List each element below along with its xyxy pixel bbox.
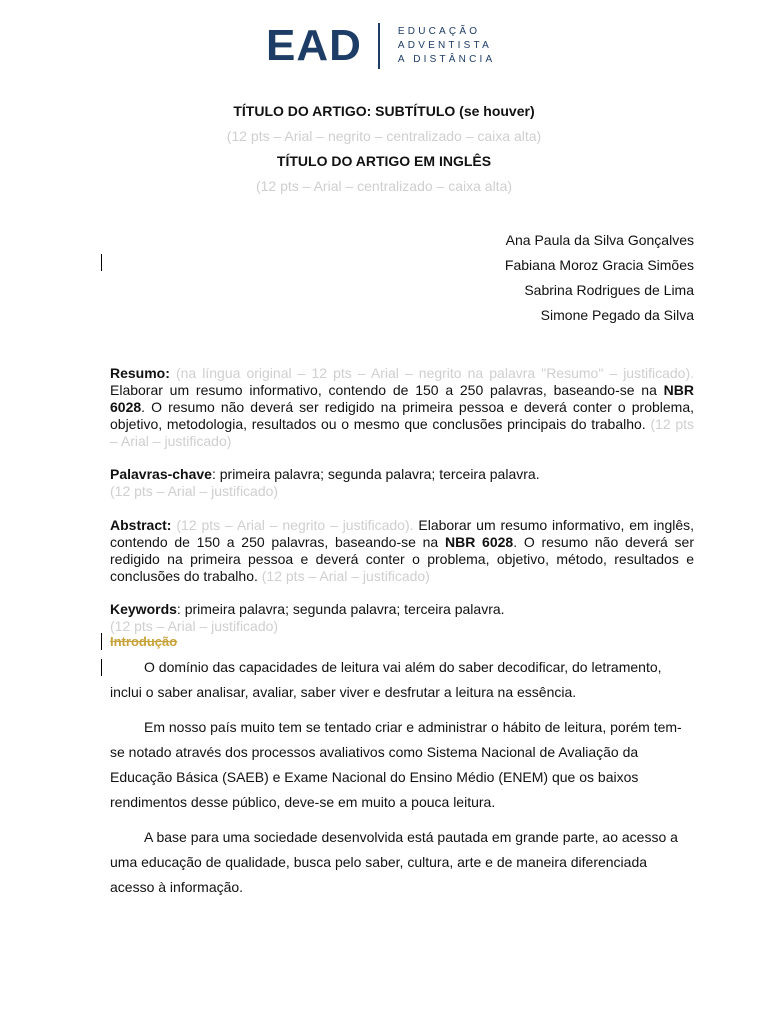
keywords-text: : primeira palavra; segunda palavra; terceira palavra. xyxy=(176,601,505,617)
keywords-hint: (12 pts – Arial – justificado) xyxy=(110,618,279,634)
abstract-hint: (12 pts – Arial – negrito – justificado). xyxy=(176,517,414,533)
palavras-chave-hint: (12 pts – Arial – justificado) xyxy=(110,483,279,499)
resumo-norm: NBR 6028 xyxy=(110,382,694,415)
abstract-text-2: . O resumo não deverá ser redigido na primeira pessoa e deverá conter o problema, objetivo, método, resultados e conclusões do trabalho. xyxy=(110,534,694,584)
text-cursor xyxy=(101,254,102,271)
resumo-hint-2: (12 pts – Arial – justificado) xyxy=(110,416,694,449)
introducao-heading[interactable]: Introdução xyxy=(110,634,178,649)
abstract-text-1: Elaborar um resumo informativo, em inglês, contendo de 150 a 250 palavras, baseando-se na xyxy=(110,517,695,550)
body-paragraph: Em nosso país muito tem se tentado criar e administrar o hábito de leitura, porém tem-se notado através dos processos avaliativos como Sistema Nacional de Avaliação da Educação Básica (SAEB) e Exame Nacional do Ensino Médio (ENEM) que os baixos rendimentos desse público, deve-se em muito a pouca leitura. xyxy=(110,719,682,810)
resumo-paragraph[interactable] xyxy=(110,365,694,450)
resumo-hint: (na língua original – 12 pts – Arial – negrito na palavra "Resumo" – justificado). xyxy=(175,365,695,381)
author-name[interactable]: Sabrina Rodrigues de Lima xyxy=(524,282,694,298)
logo-mark: EAD xyxy=(266,21,362,70)
keywords-label: Keywords xyxy=(110,601,177,617)
logo-line-3: A DISTÂNCIA xyxy=(397,54,496,65)
keywords-paragraph[interactable] xyxy=(110,601,694,635)
introducao-body[interactable] xyxy=(110,655,694,900)
resumo-text-2: . O resumo não deverá ser redigido na primeira pessoa e deverá conter o problema, objetivo, metodologia, resultados ou o mesmo que conclusões principais do trabalho. xyxy=(110,399,694,432)
palavras-chave-paragraph[interactable] xyxy=(110,466,694,500)
article-title[interactable]: TÍTULO DO ARTIGO: SUBTÍTULO (se houver) xyxy=(233,103,535,119)
author-name[interactable]: Fabiana Moroz Gracia Simões xyxy=(504,257,694,273)
logo-divider xyxy=(378,23,380,69)
article-title-english[interactable]: TÍTULO DO ARTIGO EM INGLÊS xyxy=(276,153,492,169)
palavras-chave-label: Palavras-chave xyxy=(110,466,212,482)
article-title-hint[interactable]: (12 pts – Arial – negrito – centralizado – caixa alta) xyxy=(226,128,542,144)
resumo-text-1: Elaborar um resumo informativo, contendo de 150 a 250 palavras, baseando-se na xyxy=(110,382,657,398)
text-cursor-2 xyxy=(101,633,102,650)
article-title-english-hint[interactable]: (12 pts – Arial – centralizado – caixa alta) xyxy=(255,178,513,194)
logo-line-2: ADVENTISTA xyxy=(397,40,492,51)
palavras-chave-text: : primeira palavra; segunda palavra; terceira palavra. xyxy=(211,466,540,482)
abstract-paragraph[interactable] xyxy=(110,517,694,585)
author-name[interactable]: Ana Paula da Silva Gonçalves xyxy=(505,232,694,248)
authors-list xyxy=(505,228,694,328)
resumo-label: Resumo: xyxy=(110,365,170,381)
ead-logo xyxy=(266,22,495,70)
abstract-hint-2: (12 pts – Arial – justificado) xyxy=(261,568,430,584)
abstract-norm: NBR 6028 xyxy=(444,534,514,550)
body-paragraph: O domínio das capacidades de leitura vai além do saber decodificar, do letramento, inclui o saber analisar, avaliar, saber viver e desfrutar a leitura na essência. xyxy=(110,659,662,700)
abstract-label: Abstract: xyxy=(110,517,172,533)
body-paragraph: A base para uma sociedade desenvolvida está pautada em grande parte, ao acesso a uma educação de qualidade, busca pelo saber, cultura, arte e de maneira diferenciada acesso à informação. xyxy=(110,829,678,895)
author-name[interactable]: Simone Pegado da Silva xyxy=(540,307,694,323)
logo-text xyxy=(398,25,495,67)
logo-line-1: EDUCAÇÃO xyxy=(397,26,481,37)
text-cursor-3 xyxy=(101,659,102,676)
